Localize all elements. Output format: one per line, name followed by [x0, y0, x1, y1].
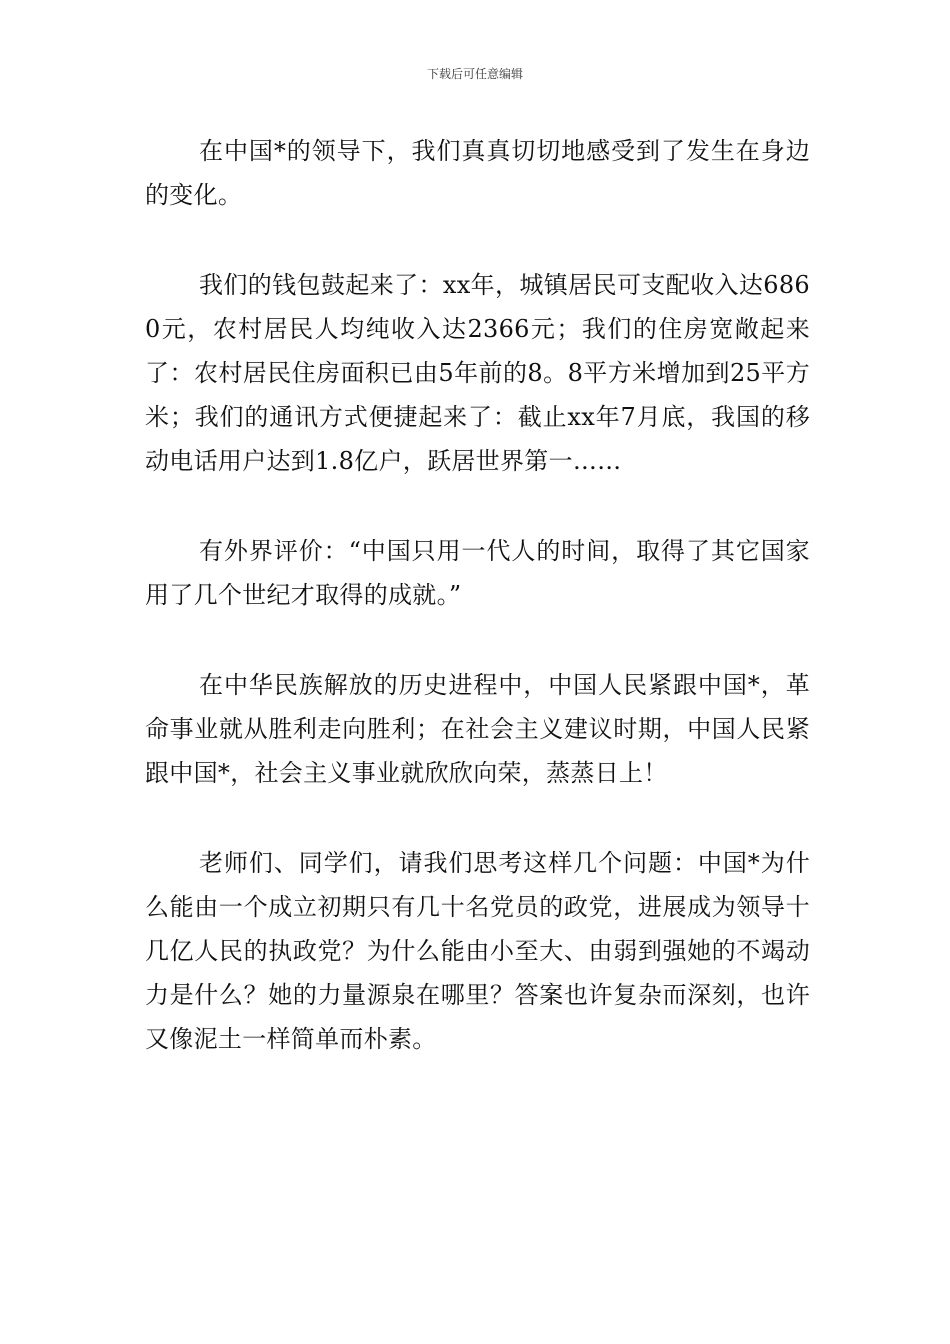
paragraph-3: 有外界评价：“中国只用一代人的时间，取得了其它国家用了几个世纪才取得的成就。” — [145, 537, 810, 609]
body-text — [145, 129, 810, 1107]
paragraph-4: 在中华民族解放的历史进程中，中国人民紧跟中国*，革命事业就从胜利走向胜利；在社会主义建议时期，中国人民紧跟中国*，社会主义事业就欣欣向荣，蒸蒸日上！ — [145, 671, 810, 787]
paragraph-1: 在中国*的领导下，我们真真切切地感受到了发生在身边的变化。 — [145, 137, 810, 209]
header-note: 下载后可任意编辑 — [426, 67, 523, 81]
paragraph-5: 老师们、同学们，请我们思考这样几个问题：中国*为什么能由一个成立初期只有几十名党员的政党，进展成为领导十几亿人民的执政党？为什么能由小至大、由弱到强她的不竭动力是什么？她的力量源泉在哪里？答案也许复杂而深刻，也许又像泥土一样简单而朴素。 — [145, 849, 810, 1053]
paragraph-2: 我们的钱包鼓起来了：xx年，城镇居民可支配收入达6860元，农村居民人均纯收入达2366元；我们的住房宽敞起来了：农村居民住房面积已由5年前的8。8平方米增加到25平方米；我们的通讯方式便捷起来了：截止xx年7月底，我国的移动电话用户达到1.8亿户，跃居世界第一…… — [145, 271, 810, 475]
